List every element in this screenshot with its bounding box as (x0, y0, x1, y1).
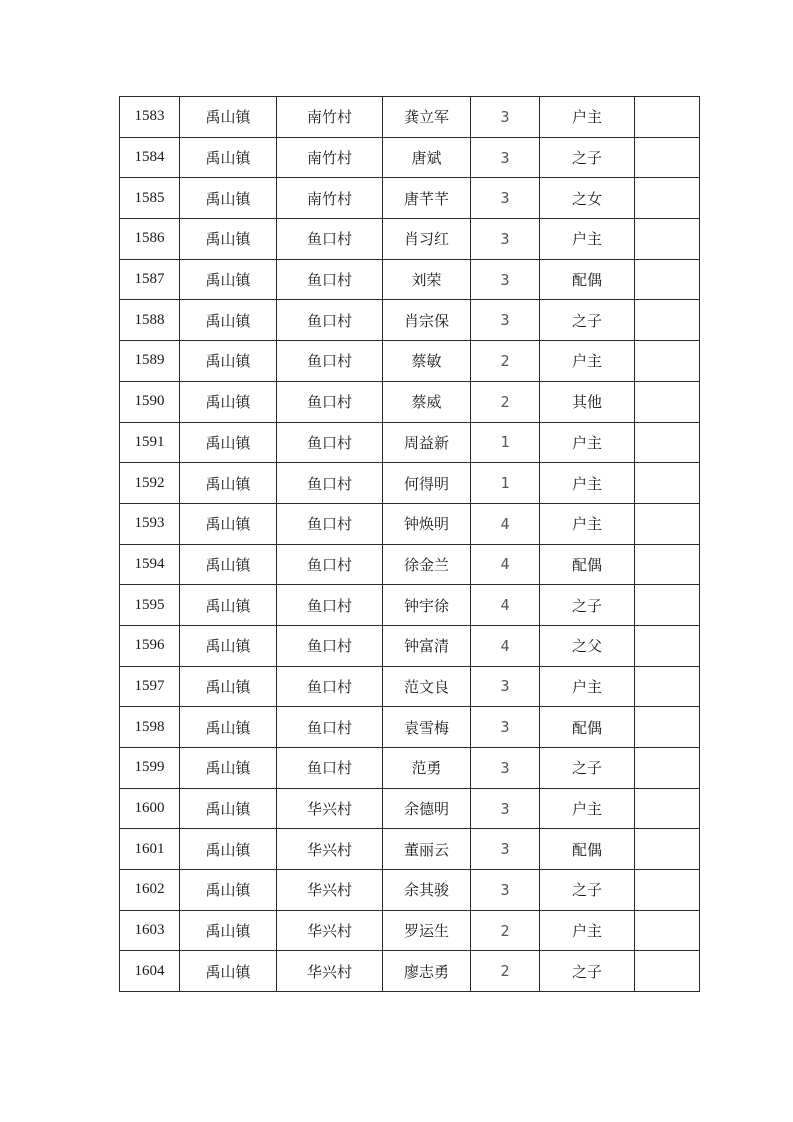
relation-cell: 其他 (540, 381, 635, 422)
household-count-cell: 3 (471, 259, 540, 300)
relation-cell: 之女 (540, 178, 635, 219)
remark-cell (635, 259, 700, 300)
remark-cell (635, 707, 700, 748)
remark-cell (635, 219, 700, 260)
row-number-cell: 1595 (120, 585, 180, 626)
town-cell: 禹山镇 (180, 341, 277, 382)
person-name-cell: 余德明 (383, 788, 471, 829)
town-cell: 禹山镇 (180, 259, 277, 300)
row-number-cell: 1590 (120, 381, 180, 422)
town-cell: 禹山镇 (180, 829, 277, 870)
household-count-cell: 3 (471, 748, 540, 789)
person-name-cell: 钟富清 (383, 625, 471, 666)
table-row (120, 178, 700, 219)
relation-cell: 之子 (540, 300, 635, 341)
village-cell: 华兴村 (277, 951, 383, 992)
village-cell: 华兴村 (277, 788, 383, 829)
person-name-cell: 范文良 (383, 666, 471, 707)
person-name-cell: 蔡威 (383, 381, 471, 422)
row-number-cell: 1599 (120, 748, 180, 789)
row-number-cell: 1589 (120, 341, 180, 382)
village-cell: 鱼口村 (277, 666, 383, 707)
village-cell: 鱼口村 (277, 300, 383, 341)
table-row (120, 666, 700, 707)
relation-cell: 配偶 (540, 259, 635, 300)
remark-cell (635, 625, 700, 666)
relation-cell: 户主 (540, 788, 635, 829)
town-cell: 禹山镇 (180, 625, 277, 666)
person-name-cell: 罗运生 (383, 910, 471, 951)
table-row (120, 910, 700, 951)
relation-cell: 之父 (540, 625, 635, 666)
row-number-cell: 1594 (120, 544, 180, 585)
person-name-cell: 何得明 (383, 463, 471, 504)
person-name-cell: 蔡敏 (383, 341, 471, 382)
person-name-cell: 范勇 (383, 748, 471, 789)
table-row (120, 625, 700, 666)
remark-cell (635, 503, 700, 544)
village-cell: 鱼口村 (277, 219, 383, 260)
village-cell: 鱼口村 (277, 544, 383, 585)
town-cell: 禹山镇 (180, 585, 277, 626)
table-row (120, 585, 700, 626)
table-row (120, 219, 700, 260)
row-number-cell: 1600 (120, 788, 180, 829)
village-cell: 南竹村 (277, 97, 383, 138)
village-cell: 鱼口村 (277, 381, 383, 422)
household-count-cell: 2 (471, 381, 540, 422)
remark-cell (635, 951, 700, 992)
town-cell: 禹山镇 (180, 300, 277, 341)
table-row (120, 463, 700, 504)
household-count-cell: 3 (471, 666, 540, 707)
person-name-cell: 钟宇徐 (383, 585, 471, 626)
household-count-cell: 3 (471, 97, 540, 138)
table-row (120, 259, 700, 300)
row-number-cell: 1603 (120, 910, 180, 951)
village-cell: 华兴村 (277, 910, 383, 951)
relation-cell: 户主 (540, 503, 635, 544)
town-cell: 禹山镇 (180, 219, 277, 260)
row-number-cell: 1592 (120, 463, 180, 504)
row-number-cell: 1587 (120, 259, 180, 300)
person-name-cell: 刘荣 (383, 259, 471, 300)
row-number-cell: 1601 (120, 829, 180, 870)
remark-cell (635, 910, 700, 951)
person-name-cell: 肖宗保 (383, 300, 471, 341)
household-count-cell: 3 (471, 219, 540, 260)
town-cell: 禹山镇 (180, 97, 277, 138)
household-count-cell: 2 (471, 341, 540, 382)
relation-cell: 配偶 (540, 707, 635, 748)
relation-cell: 户主 (540, 97, 635, 138)
row-number-cell: 1593 (120, 503, 180, 544)
row-number-cell: 1604 (120, 951, 180, 992)
table-row (120, 951, 700, 992)
remark-cell (635, 381, 700, 422)
row-number-cell: 1584 (120, 137, 180, 178)
town-cell: 禹山镇 (180, 748, 277, 789)
remark-cell (635, 178, 700, 219)
row-number-cell: 1598 (120, 707, 180, 748)
person-name-cell: 袁雪梅 (383, 707, 471, 748)
row-number-cell: 1588 (120, 300, 180, 341)
village-cell: 华兴村 (277, 829, 383, 870)
remark-cell (635, 137, 700, 178)
village-cell: 鱼口村 (277, 625, 383, 666)
person-name-cell: 董丽云 (383, 829, 471, 870)
person-name-cell: 龚立军 (383, 97, 471, 138)
table-row (120, 422, 700, 463)
person-name-cell: 徐金兰 (383, 544, 471, 585)
town-cell: 禹山镇 (180, 788, 277, 829)
household-count-cell: 3 (471, 178, 540, 219)
table-row (120, 870, 700, 911)
remark-cell (635, 585, 700, 626)
household-count-cell: 4 (471, 503, 540, 544)
row-number-cell: 1585 (120, 178, 180, 219)
relation-cell: 户主 (540, 422, 635, 463)
person-name-cell: 余其骏 (383, 870, 471, 911)
remark-cell (635, 666, 700, 707)
village-cell: 鱼口村 (277, 707, 383, 748)
relation-cell: 之子 (540, 870, 635, 911)
relation-cell: 户主 (540, 910, 635, 951)
household-count-cell: 3 (471, 707, 540, 748)
village-cell: 鱼口村 (277, 422, 383, 463)
row-number-cell: 1591 (120, 422, 180, 463)
relation-cell: 户主 (540, 666, 635, 707)
town-cell: 禹山镇 (180, 870, 277, 911)
household-count-cell: 2 (471, 951, 540, 992)
table-row (120, 381, 700, 422)
person-name-cell: 唐芊芊 (383, 178, 471, 219)
table-row (120, 97, 700, 138)
village-cell: 鱼口村 (277, 748, 383, 789)
table-row (120, 707, 700, 748)
town-cell: 禹山镇 (180, 178, 277, 219)
village-cell: 华兴村 (277, 870, 383, 911)
village-cell: 鱼口村 (277, 463, 383, 504)
household-count-cell: 3 (471, 788, 540, 829)
remark-cell (635, 97, 700, 138)
household-count-cell: 2 (471, 910, 540, 951)
row-number-cell: 1602 (120, 870, 180, 911)
town-cell: 禹山镇 (180, 544, 277, 585)
village-cell: 南竹村 (277, 178, 383, 219)
remark-cell (635, 748, 700, 789)
relation-cell: 配偶 (540, 829, 635, 870)
row-number-cell: 1583 (120, 97, 180, 138)
remark-cell (635, 544, 700, 585)
person-name-cell: 钟焕明 (383, 503, 471, 544)
household-count-cell: 4 (471, 544, 540, 585)
town-cell: 禹山镇 (180, 707, 277, 748)
relation-cell: 之子 (540, 951, 635, 992)
town-cell: 禹山镇 (180, 381, 277, 422)
remark-cell (635, 829, 700, 870)
town-cell: 禹山镇 (180, 503, 277, 544)
person-name-cell: 周益新 (383, 422, 471, 463)
table-row (120, 341, 700, 382)
household-count-cell: 1 (471, 422, 540, 463)
household-count-cell: 4 (471, 585, 540, 626)
row-number-cell: 1586 (120, 219, 180, 260)
town-cell: 禹山镇 (180, 463, 277, 504)
table-row (120, 503, 700, 544)
roster-table-body (120, 97, 700, 992)
table-row (120, 788, 700, 829)
relation-cell: 户主 (540, 219, 635, 260)
household-count-cell: 3 (471, 300, 540, 341)
relation-cell: 户主 (540, 463, 635, 504)
household-count-cell: 3 (471, 137, 540, 178)
village-cell: 鱼口村 (277, 259, 383, 300)
row-number-cell: 1596 (120, 625, 180, 666)
table-row (120, 544, 700, 585)
household-count-cell: 3 (471, 829, 540, 870)
village-cell: 鱼口村 (277, 503, 383, 544)
person-name-cell: 肖习红 (383, 219, 471, 260)
table-row (120, 748, 700, 789)
town-cell: 禹山镇 (180, 951, 277, 992)
relation-cell: 户主 (540, 341, 635, 382)
remark-cell (635, 463, 700, 504)
household-count-cell: 3 (471, 870, 540, 911)
town-cell: 禹山镇 (180, 137, 277, 178)
person-name-cell: 廖志勇 (383, 951, 471, 992)
remark-cell (635, 341, 700, 382)
relation-cell: 之子 (540, 137, 635, 178)
town-cell: 禹山镇 (180, 910, 277, 951)
village-cell: 鱼口村 (277, 585, 383, 626)
person-name-cell: 唐斌 (383, 137, 471, 178)
table-row (120, 829, 700, 870)
table-row (120, 137, 700, 178)
town-cell: 禹山镇 (180, 422, 277, 463)
remark-cell (635, 422, 700, 463)
relation-cell: 之子 (540, 585, 635, 626)
remark-cell (635, 788, 700, 829)
village-cell: 南竹村 (277, 137, 383, 178)
town-cell: 禹山镇 (180, 666, 277, 707)
relation-cell: 之子 (540, 748, 635, 789)
household-count-cell: 4 (471, 625, 540, 666)
row-number-cell: 1597 (120, 666, 180, 707)
relation-cell: 配偶 (540, 544, 635, 585)
table-row (120, 300, 700, 341)
household-count-cell: 1 (471, 463, 540, 504)
remark-cell (635, 300, 700, 341)
roster-table (119, 96, 700, 992)
village-cell: 鱼口村 (277, 341, 383, 382)
remark-cell (635, 870, 700, 911)
